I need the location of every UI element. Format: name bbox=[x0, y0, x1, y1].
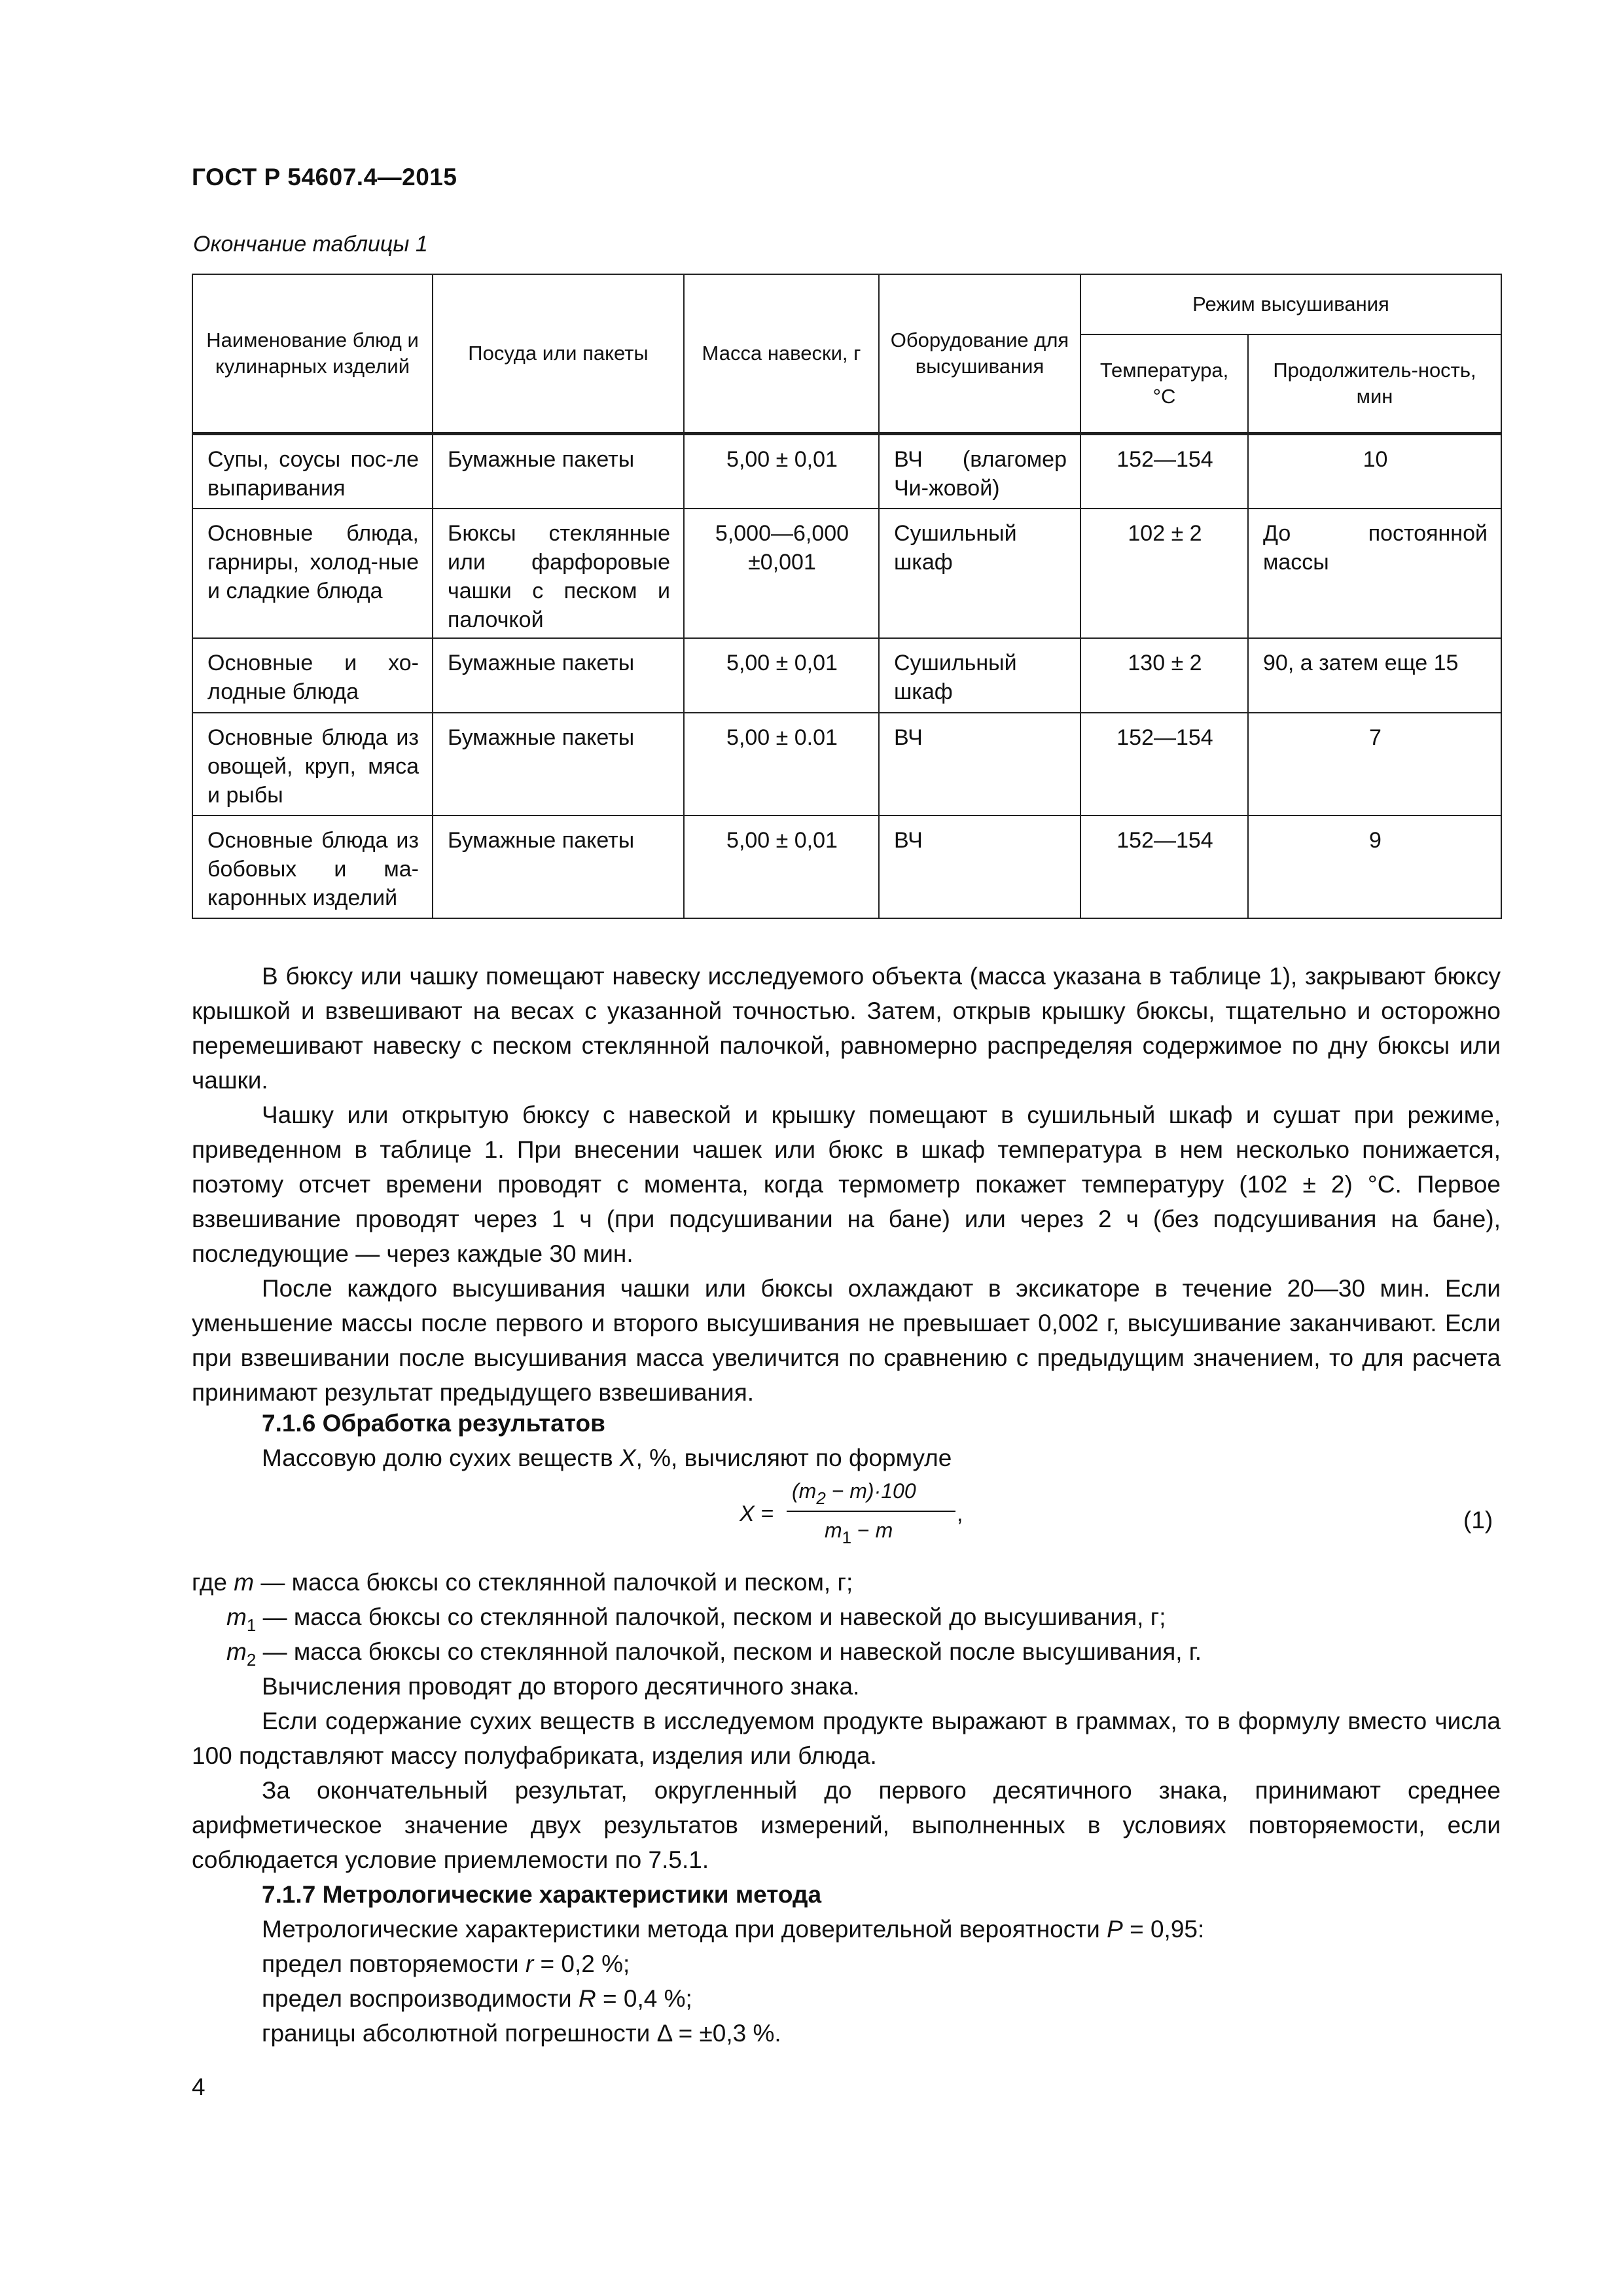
cell-duration: 7 bbox=[1248, 713, 1501, 816]
cell-mass: 5,00 ± 0,01 bbox=[684, 816, 879, 918]
definition-m: где m — масса бюксы со стеклянной палочкой и песком, г; bbox=[192, 1569, 853, 1596]
cell-duration: До постоянной массы bbox=[1248, 509, 1501, 638]
cell-equipment: Сушильный шкаф bbox=[879, 638, 1080, 713]
header-drying-mode: Режим высушивания bbox=[1080, 274, 1501, 334]
drying-modes-table bbox=[192, 274, 1502, 919]
formula-number: (1) bbox=[1463, 1507, 1493, 1534]
cell-equipment: ВЧ bbox=[879, 816, 1080, 918]
paragraph: В бюксу или чашку помещают навеску исследуемого объекта (масса указана в таблице 1), закрывают бюксу крышкой и взвешивают на весах с указанной точностью. Затем, открыв крышку бюксы, тщательно и осторожно перемешивают навеску с песком стеклянной палочкой, равномерно распределяя содержимое по дну бюксы или чашки. bbox=[192, 963, 1501, 1094]
cell-equipment: ВЧ bbox=[879, 713, 1080, 816]
paragraph: Чашку или открытую бюксу с навеской и крышку помещают в сушильный шкаф и сушат при режиме, приведенном в таблице 1. При внесении чашек или бюкс в шкаф температура в нем несколько понижается, поэтому отсчет времени проводят с момента, когда термометр покажет температуру (102 ± 2) °С. Первое взвешивание проводят через 1 ч (при подсушивании на бане) или через 2 ч (без подсушивания на бане), последующие — через каждые 30 мин. bbox=[192, 1102, 1501, 1267]
document-header: ГОСТ Р 54607.4—2015 bbox=[192, 164, 457, 190]
cell-mass: 5,00 ± 0,01 bbox=[684, 638, 879, 713]
formula-numerator: $(m_2 - m)\cdot 100$ bbox=[792, 1479, 916, 1508]
cell-temperature: 130 ± 2 bbox=[1080, 638, 1248, 713]
metrology-line: предел воспроизводимости R = 0,4 %; bbox=[262, 1985, 692, 2012]
cell-dish: Основные и хо-лодные блюда bbox=[192, 638, 433, 713]
table-row bbox=[192, 638, 1501, 713]
cell-dish: Основные блюда, гарниры, холод-ные и сладкие блюда bbox=[192, 509, 433, 638]
cell-temperature: 102 ± 2 bbox=[1080, 509, 1248, 638]
page-number: 4 bbox=[192, 2073, 205, 2100]
cell-equipment: ВЧ (влагомер Чи-жовой) bbox=[879, 434, 1080, 509]
cell-equipment: Сушильный шкаф bbox=[879, 509, 1080, 638]
cell-duration: 90, а затем еще 15 bbox=[1248, 638, 1501, 713]
header-mass: Масса навески, г bbox=[684, 274, 879, 434]
formula-denominator: $m_1 - m$ bbox=[825, 1518, 893, 1547]
header-equipment: Оборудование для высушивания bbox=[879, 274, 1080, 434]
header-container: Посуда или пакеты bbox=[433, 274, 684, 434]
paragraph: Вычисления проводят до второго десятичного знака. bbox=[262, 1673, 860, 1700]
table-row bbox=[192, 816, 1501, 918]
fraction-bar bbox=[787, 1511, 955, 1512]
table-caption: Окончание таблицы 1 bbox=[193, 232, 428, 257]
formula-lhs: X = bbox=[740, 1501, 774, 1526]
cell-container: Бумажные пакеты bbox=[433, 434, 684, 509]
formula-intro: Массовую долю сухих веществ X, %, вычисляют по формуле bbox=[262, 1444, 952, 1471]
section-heading-7-1-6: 7.1.6 Обработка результатов bbox=[262, 1410, 605, 1437]
cell-temperature: 152—154 bbox=[1080, 434, 1248, 509]
metrology-line: Метрологические характеристики метода при доверительной вероятности P = 0,95: bbox=[262, 1916, 1205, 1943]
paragraph: За окончательный результат, округленный до первого десятичного знака, принимают среднее арифметическое значение двух результатов измерений, выполненных в условиях повторяемости, если соблюдается условие приемлемости по 7.5.1. bbox=[192, 1777, 1501, 1873]
cell-container: Бумажные пакеты bbox=[433, 638, 684, 713]
cell-mass: 5,000—6,000 ±0,001 bbox=[684, 509, 879, 638]
cell-mass: 5,00 ± 0,01 bbox=[684, 434, 879, 509]
cell-mass: 5,00 ± 0.01 bbox=[684, 713, 879, 816]
paragraph: Если содержание сухих веществ в исследуемом продукте выражают в граммах, то в формулу вместо числа 100 подставляют массу полуфабриката, изделия или блюда. bbox=[192, 1708, 1501, 1769]
cell-dish: Супы, соусы пос-ле выпаривания bbox=[192, 434, 433, 509]
cell-container: Бюксы стеклянные или фарфоровые чашки с песком и палочкой bbox=[433, 509, 684, 638]
cell-container: Бумажные пакеты bbox=[433, 816, 684, 918]
cell-temperature: 152—154 bbox=[1080, 816, 1248, 918]
formula-1 bbox=[740, 1478, 962, 1556]
paragraph: После каждого высушивания чашки или бюксы охлаждают в эксикаторе в течение 20—30 мин. Если уменьшение массы после первого и второго высушивания не превышает 0,002 г, высушивание заканчивают. Если при взвешивании после высушивания масса увеличится по сравнению с предыдущим значением, то для расчета принимают результат предыдущего взвешивания. bbox=[192, 1275, 1501, 1406]
table-row bbox=[192, 713, 1501, 816]
metrology-line: предел повторяемости r = 0,2 %; bbox=[262, 1950, 630, 1977]
table-row bbox=[192, 509, 1501, 638]
cell-temperature: 152—154 bbox=[1080, 713, 1248, 816]
header-duration: Продолжитель-ность, мин bbox=[1248, 334, 1501, 434]
header-temperature: Температура, °С bbox=[1080, 334, 1248, 434]
table-row bbox=[192, 434, 1501, 509]
definition-m2: $m_2$ — масса бюксы со стеклянной палочкой, песком и навеской после высушивания, г. bbox=[226, 1638, 1202, 1670]
cell-container: Бумажные пакеты bbox=[433, 713, 684, 816]
body-text bbox=[192, 1669, 1501, 1877]
formula-comma: , bbox=[957, 1501, 963, 1526]
metrology-line: границы абсолютной погрешности Δ = ±0,3 %. bbox=[262, 2020, 781, 2047]
section-heading-7-1-7: 7.1.7 Метрологические характеристики метода bbox=[262, 1881, 822, 1908]
header-dish: Наименование блюд и кулинарных изделий bbox=[192, 274, 433, 434]
cell-dish: Основные блюда из бобовых и ма-каронных изделий bbox=[192, 816, 433, 918]
cell-dish: Основные блюда из овощей, круп, мяса и рыбы bbox=[192, 713, 433, 816]
cell-duration: 10 bbox=[1248, 434, 1501, 509]
definition-m1: $m_1$ — масса бюксы со стеклянной палочкой, песком и навеской до высушивания, г; bbox=[226, 1604, 1166, 1635]
body-text bbox=[192, 959, 1501, 1410]
cell-duration: 9 bbox=[1248, 816, 1501, 918]
